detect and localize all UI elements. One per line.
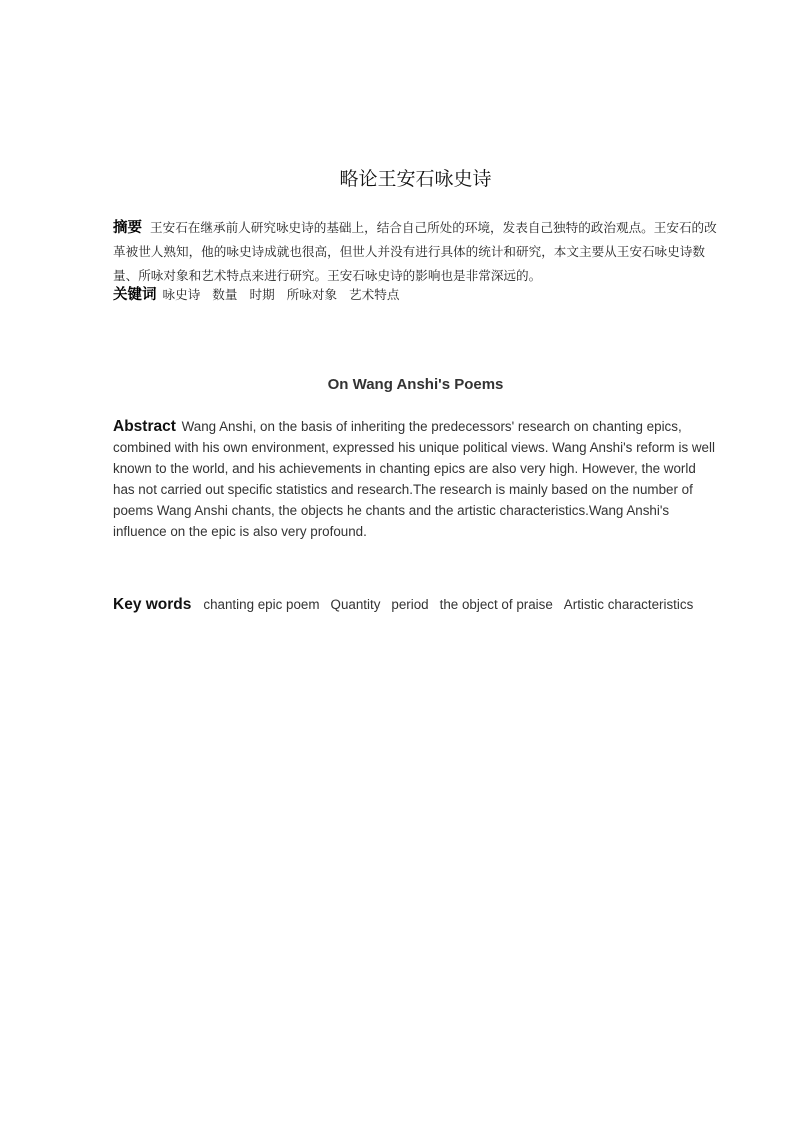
chinese-title: 略论王安石咏史诗 bbox=[339, 168, 492, 190]
english-keyword: period bbox=[391, 597, 429, 612]
english-keyword: chanting epic poem bbox=[203, 597, 320, 612]
english-keywords bbox=[113, 594, 718, 615]
chinese-keyword: 所咏对象 bbox=[286, 287, 338, 302]
chinese-keywords bbox=[113, 283, 718, 307]
chinese-abstract-text: 王安石在继承前人研究咏史诗的基础上，结合自己所处的环境，发表自己独特的政治观点。王安石的改革被世人熟知，他的咏史诗成就也很高，但世人并没有进行具体的统计和研究，本文主要从王安石咏史诗数量、所咏对象和艺术特点来进行研究。王安石咏史诗的影响也是非常深远的。 bbox=[113, 220, 717, 283]
chinese-keywords-label: 关键词 bbox=[113, 287, 157, 303]
english-keyword: Artistic characteristics bbox=[563, 597, 694, 612]
english-abstract bbox=[113, 416, 718, 542]
english-abstract-text: Wang Anshi, on the basis of inheriting the predecessors' research on chanting epics, combined with his own environment, expressed his unique political views. Wang Anshi's reform is well known to the world, and his achievements in chanting epics are also very high. However, the world has not carried out specific statistics and research.The research is mainly based on the number of poems Wang Anshi chants, the objects he chants and the artistic characteristics.Wang Anshi's influence on the epic is also very profound. bbox=[113, 419, 715, 539]
chinese-keyword: 咏史诗 bbox=[162, 287, 201, 302]
english-keyword: Quantity bbox=[330, 597, 381, 612]
chinese-keyword: 数量 bbox=[212, 287, 238, 302]
chinese-abstract-label: 摘要 bbox=[113, 220, 142, 236]
english-keyword: the object of praise bbox=[439, 597, 553, 612]
chinese-keyword: 时期 bbox=[249, 287, 275, 302]
english-title: On Wang Anshi's Poems bbox=[327, 376, 504, 393]
chinese-abstract bbox=[113, 216, 718, 288]
english-abstract-label: Abstract bbox=[113, 418, 176, 435]
chinese-keyword: 艺术特点 bbox=[349, 287, 400, 302]
english-keywords-label: Key words bbox=[113, 596, 192, 613]
